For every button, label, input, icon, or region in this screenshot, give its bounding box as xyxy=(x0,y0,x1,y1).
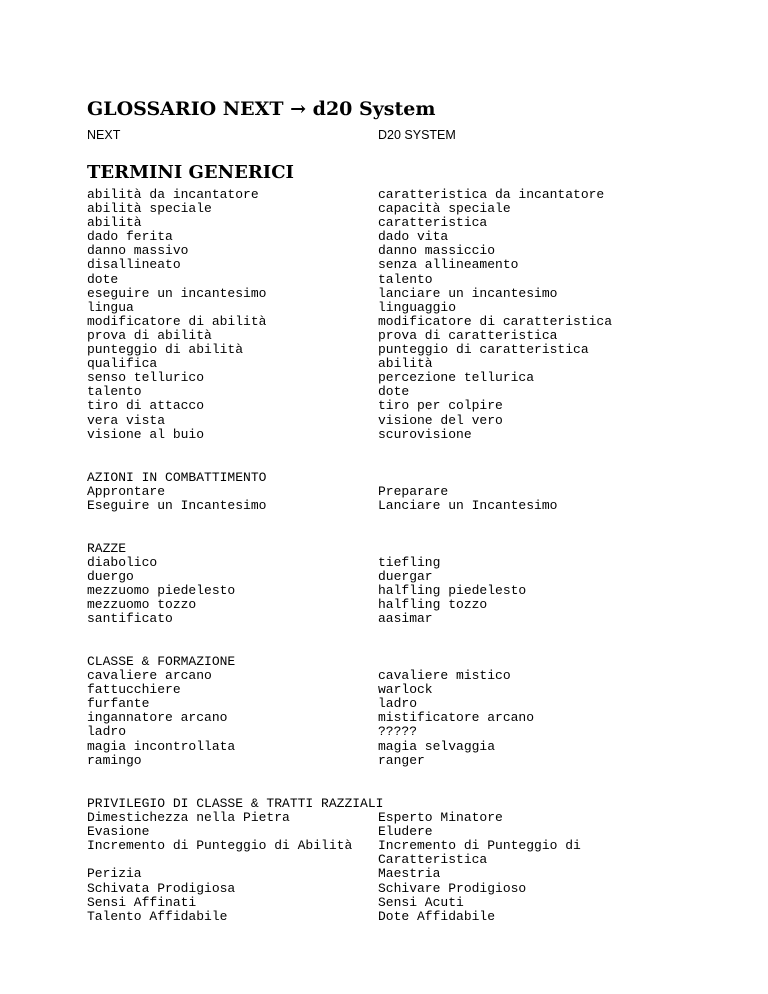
table-row xyxy=(87,301,612,315)
next-term: dado ferita xyxy=(87,229,173,245)
table-row xyxy=(87,740,534,754)
next-term: vera vista xyxy=(87,412,166,428)
d20-term: halfling tozzo xyxy=(378,597,488,613)
next-term: Dimestichezza nella Pietra xyxy=(87,810,290,826)
d20-term: senza allineamento xyxy=(378,257,519,273)
table-row xyxy=(87,428,612,442)
title-right: d20 System xyxy=(312,98,436,120)
next-term: eseguire un incantesimo xyxy=(87,285,267,301)
table-row xyxy=(87,499,557,513)
next-term: santificato xyxy=(87,611,173,627)
generic-terms-table xyxy=(87,188,612,442)
d20-term: Incremento di Punteggio di xyxy=(378,838,581,854)
next-term: punteggio di abilità xyxy=(87,342,244,358)
arrow-icon: → xyxy=(290,98,307,120)
table-row xyxy=(87,556,526,570)
d20-term: Dote Affidabile xyxy=(378,908,496,924)
subsection-heading: AZIONI IN COMBATTIMENTO xyxy=(87,470,267,485)
table-row xyxy=(87,357,612,371)
d20-term: danno massiccio xyxy=(378,243,496,259)
table-row xyxy=(87,188,612,202)
table-row xyxy=(87,825,581,839)
next-term: disallineato xyxy=(87,257,181,273)
table-row xyxy=(87,216,612,230)
next-term xyxy=(87,853,378,867)
next-term: ladro xyxy=(87,724,127,740)
subsection-heading: RAZZE xyxy=(87,541,127,556)
table-row xyxy=(87,329,612,343)
next-term: Eseguire un Incantesimo xyxy=(87,498,267,514)
d20-term: talento xyxy=(378,271,433,287)
next-term: furfante xyxy=(87,696,150,712)
next-term: senso tellurico xyxy=(87,370,205,386)
next-term: Perizia xyxy=(87,866,142,882)
table-row xyxy=(87,867,581,881)
d20-term: caratteristica da incantatore xyxy=(378,187,605,202)
next-term: dote xyxy=(87,271,119,287)
d20-term: tiefling xyxy=(378,555,441,571)
classes-table xyxy=(87,655,534,768)
next-term: fattucchiere xyxy=(87,682,181,698)
next-term: abilità xyxy=(87,215,142,231)
subsection-heading: PRIVILEGIO DI CLASSE & TRATTI RAZZIALI xyxy=(87,796,384,811)
title-left: GLOSSARIO NEXT xyxy=(87,98,284,120)
next-term: Schivata Prodigiosa xyxy=(87,880,236,896)
next-term: tiro di attacco xyxy=(87,398,205,414)
table-row xyxy=(87,385,612,399)
d20-term: mistificatore arcano xyxy=(378,710,535,726)
next-term: cavaliere arcano xyxy=(87,668,212,684)
table-row xyxy=(87,202,612,216)
d20-term: punteggio di caratteristica xyxy=(378,342,589,358)
next-term: ramingo xyxy=(87,752,142,768)
d20-term: dote xyxy=(378,384,410,400)
table-row xyxy=(87,570,526,584)
table-row xyxy=(87,343,612,357)
d20-term: Caratteristica xyxy=(378,852,488,868)
next-term: talento xyxy=(87,384,142,400)
column-header-next: NEXT xyxy=(87,128,121,142)
table-row xyxy=(87,896,581,910)
d20-term: capacità speciale xyxy=(378,201,511,217)
d20-term: aasimar xyxy=(378,611,433,627)
next-term: qualifica xyxy=(87,356,158,372)
d20-term: scurovisione xyxy=(378,426,472,442)
d20-term: Lanciare un Incantesimo xyxy=(378,498,558,514)
d20-term: duergar xyxy=(378,569,433,585)
section-title: TERMINI GENERICI xyxy=(87,162,294,183)
next-term: Evasione xyxy=(87,824,150,840)
races-table xyxy=(87,542,526,627)
table-row xyxy=(87,811,581,825)
table-row xyxy=(87,273,612,287)
table-row xyxy=(87,711,534,725)
table-row xyxy=(87,697,534,711)
d20-term: linguaggio xyxy=(378,299,457,315)
features-table xyxy=(87,797,581,924)
next-term: Approntare xyxy=(87,484,166,500)
table-row xyxy=(87,853,581,867)
next-term: magia incontrollata xyxy=(87,738,236,754)
d20-term: Eludere xyxy=(378,824,433,840)
next-term: visione al buio xyxy=(87,426,205,442)
next-term: modificatore di abilità xyxy=(87,313,267,329)
document-title xyxy=(87,97,435,121)
d20-term: ladro xyxy=(378,696,418,712)
table-row xyxy=(87,669,534,683)
next-term: prova di abilità xyxy=(87,327,212,343)
combat-actions-table xyxy=(87,471,557,513)
d20-term: percezione tellurica xyxy=(378,370,535,386)
table-row xyxy=(87,258,612,272)
subsection-heading: CLASSE & FORMAZIONE xyxy=(87,654,236,669)
table-row xyxy=(87,882,581,896)
table-row xyxy=(87,725,534,739)
table-row xyxy=(87,683,534,697)
next-term: duergo xyxy=(87,569,134,585)
next-term: lingua xyxy=(87,299,134,315)
d20-term: lanciare un incantesimo xyxy=(378,285,558,301)
d20-term: caratteristica xyxy=(378,215,488,231)
table-row xyxy=(87,754,534,768)
d20-term: visione del vero xyxy=(378,412,503,428)
table-row xyxy=(87,414,612,428)
d20-term: tiro per colpire xyxy=(378,398,503,414)
d20-term: dado vita xyxy=(378,229,449,245)
table-row xyxy=(87,244,612,258)
d20-term: cavaliere mistico xyxy=(378,668,511,684)
table-row xyxy=(87,612,526,626)
d20-term: prova di caratteristica xyxy=(378,327,558,343)
table-row xyxy=(87,485,557,499)
table-row xyxy=(87,399,612,413)
next-term: Incremento di Punteggio di Abilità xyxy=(87,838,353,854)
d20-term: modificatore di caratteristica xyxy=(378,313,613,329)
d20-term: ????? xyxy=(378,724,418,740)
d20-term: magia selvaggia xyxy=(378,738,496,754)
d20-term: halfling piedelesto xyxy=(378,583,527,599)
next-term: abilità da incantatore xyxy=(87,187,259,202)
d20-term: warlock xyxy=(378,682,433,698)
table-row xyxy=(87,598,526,612)
column-header-d20: D20 SYSTEM xyxy=(378,128,456,142)
d20-term: ranger xyxy=(378,752,425,768)
table-row xyxy=(87,584,526,598)
next-term: ingannatore arcano xyxy=(87,710,228,726)
next-term: Talento Affidabile xyxy=(87,908,228,924)
table-row xyxy=(87,315,612,329)
d20-term: Sensi Acuti xyxy=(378,894,464,910)
next-term: mezzuomo piedelesto xyxy=(87,583,236,599)
table-row xyxy=(87,230,612,244)
table-row xyxy=(87,371,612,385)
next-term: danno massivo xyxy=(87,243,189,259)
d20-term: abilità xyxy=(378,356,433,372)
d20-term: Esperto Minatore xyxy=(378,810,503,826)
next-term: mezzuomo tozzo xyxy=(87,597,197,613)
d20-term: Schivare Prodigioso xyxy=(378,880,527,896)
next-term: abilità speciale xyxy=(87,201,212,217)
d20-term: Preparare xyxy=(378,484,449,500)
next-term: diabolico xyxy=(87,555,158,571)
table-row xyxy=(87,839,581,853)
table-row xyxy=(87,910,581,924)
next-term: Sensi Affinati xyxy=(87,894,197,910)
d20-term: Maestria xyxy=(378,866,441,882)
table-row xyxy=(87,287,612,301)
